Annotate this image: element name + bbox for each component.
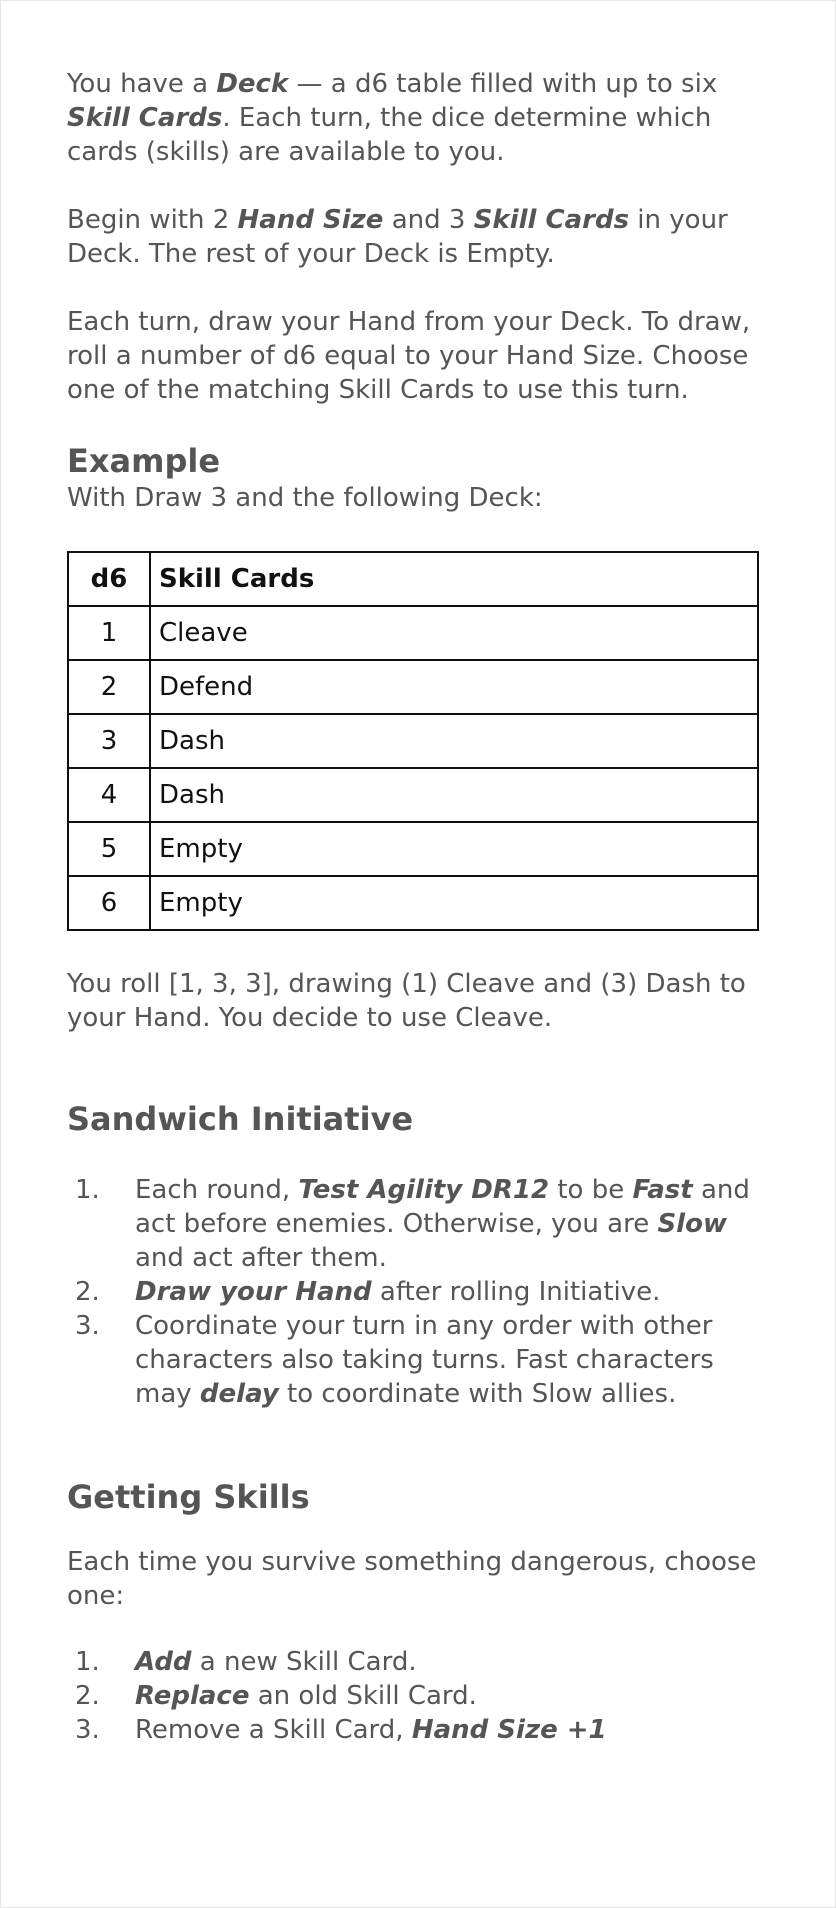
intro-paragraph-deck (67, 67, 773, 169)
text-span: Each round, (135, 1175, 299, 1205)
list-item (67, 1275, 773, 1309)
term-fast: Fast (632, 1175, 693, 1205)
term-hand-size: Hand Size (237, 205, 384, 235)
text-span: . Each turn, the dice determine which cards (skills) are available to you. (67, 103, 712, 167)
term-skill-cards: Skill Cards (473, 205, 630, 235)
table-cell-roll: 1 (68, 606, 150, 660)
table-row (68, 768, 758, 822)
table-cell-roll: 2 (68, 660, 150, 714)
table-cell-skill: Dash (150, 768, 758, 822)
table-row (68, 876, 758, 930)
example-heading: Example (67, 442, 221, 480)
table-cell-skill: Empty (150, 876, 758, 930)
text-span: Coordinate your turn in any order with other characters also taking turns. Fast characters may (135, 1311, 714, 1409)
list-item (67, 1679, 773, 1713)
example-subtext: With Draw 3 and the following Deck: (67, 483, 543, 513)
table-cell-skill: Dash (150, 714, 758, 768)
table-row (68, 660, 758, 714)
text-span: and 3 (383, 205, 474, 235)
table-cell-skill: Empty (150, 822, 758, 876)
list-marker: 2. (75, 1681, 100, 1711)
intro-paragraph-draw: Each turn, draw your Hand from your Deck. To draw, roll a number of d6 equal to your Hand Size. Choose one of the matching Skill Cards to use this turn. (67, 307, 751, 405)
table-cell-roll: 3 (68, 714, 150, 768)
table-cell-skill: Cleave (150, 606, 758, 660)
table-row (68, 822, 758, 876)
text-span: and act after them. (135, 1243, 387, 1273)
text-span: after rolling Initiative. (371, 1277, 661, 1307)
term-slow: Slow (657, 1209, 727, 1239)
text-span: Begin with 2 (67, 205, 238, 235)
text-span: and act before enemies. Otherwise, you are (135, 1175, 750, 1239)
text-span: to be (549, 1175, 633, 1205)
text-span: an old Skill Card. (249, 1681, 477, 1711)
term-deck: Deck (216, 69, 289, 99)
list-item (67, 1309, 773, 1411)
table-cell-roll: 5 (68, 822, 150, 876)
text-span: to coordinate with Slow allies. (278, 1379, 677, 1409)
table-cell-roll: 4 (68, 768, 150, 822)
text-span: in your Deck. The rest of your Deck is Empty. (67, 205, 728, 269)
term-add: Add (135, 1647, 192, 1677)
table-cell-roll: 6 (68, 876, 150, 930)
term-replace: Replace (135, 1681, 250, 1711)
table-row (68, 606, 758, 660)
getting-skills-list (67, 1645, 773, 1747)
example-result: You roll [1, 3, 3], drawing (1) Cleave and (3) Dash to your Hand. You decide to use Cleave. (67, 969, 746, 1033)
list-marker: 3. (75, 1715, 100, 1745)
table-header-row (68, 552, 758, 606)
getting-skills-intro: Each time you survive something dangerous, choose one: (67, 1547, 757, 1611)
list-item (67, 1713, 773, 1747)
term-draw-your-hand: Draw your Hand (135, 1277, 372, 1307)
table-row (68, 714, 758, 768)
initiative-list (67, 1173, 773, 1411)
list-marker: 1. (75, 1175, 100, 1205)
initiative-heading: Sandwich Initiative (67, 1100, 414, 1138)
text-span: Remove a Skill Card, (135, 1715, 412, 1745)
text-span: a new Skill Card. (191, 1647, 417, 1677)
table-cell-skill: Defend (150, 660, 758, 714)
text-span: You have a (67, 69, 217, 99)
list-item (67, 1173, 773, 1275)
deck-table (67, 551, 759, 931)
term-test-agility: Test Agility DR12 (298, 1175, 550, 1205)
list-item (67, 1645, 773, 1679)
term-delay: delay (199, 1379, 279, 1409)
intro-paragraph-begin (67, 203, 773, 271)
list-marker: 3. (75, 1311, 100, 1341)
document-content (67, 67, 773, 1747)
text-span: — a d6 table filled with up to six (288, 69, 718, 99)
column-header-skill-cards: Skill Cards (150, 552, 758, 606)
column-header-d6: d6 (68, 552, 150, 606)
term-hand-size-plus-one: Hand Size +1 (411, 1715, 607, 1745)
list-marker: 1. (75, 1647, 100, 1677)
term-skill-cards: Skill Cards (67, 103, 223, 133)
getting-skills-heading: Getting Skills (67, 1478, 310, 1516)
list-marker: 2. (75, 1277, 100, 1307)
